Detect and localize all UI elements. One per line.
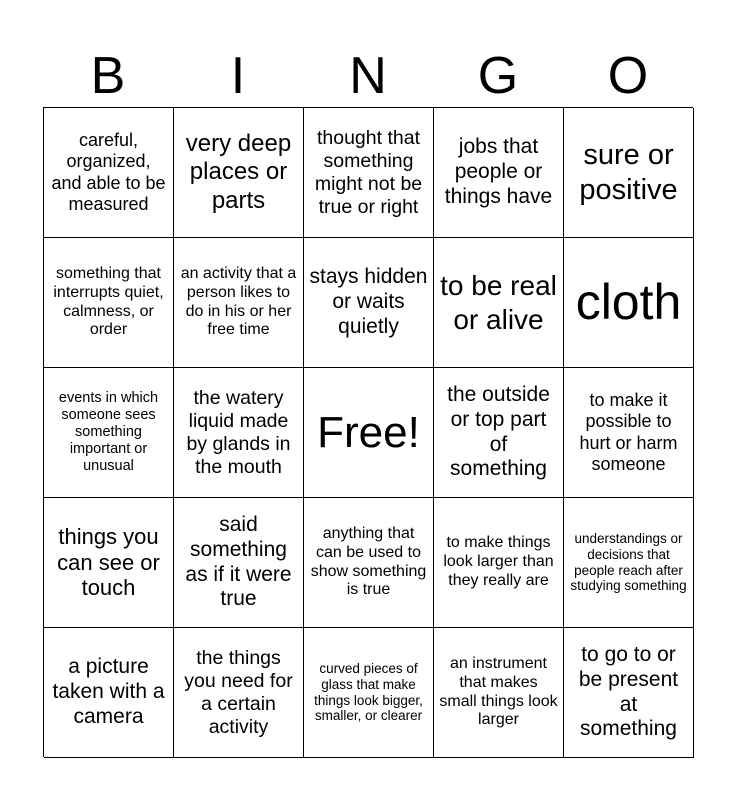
bingo-cell-r1c2[interactable]: very deep places or parts [174, 108, 304, 238]
bingo-cell-r5c2[interactable]: the things you need for a certain activity [174, 628, 304, 758]
bingo-cell-r3c1[interactable]: events in which someone sees something important or unusual [44, 368, 174, 498]
header-letter-o: O [607, 47, 649, 105]
bingo-board [43, 107, 693, 757]
bingo-cell-r1c4[interactable]: jobs that people or things have [434, 108, 564, 238]
bingo-cell-r5c4[interactable]: an instrument that makes small things look larger [434, 628, 564, 758]
bingo-cell-r3c4[interactable]: the outside or top part of something [434, 368, 564, 498]
bingo-cell-r2c3[interactable]: stays hidden or waits quietly [304, 238, 434, 368]
header-letter-g: G [477, 47, 519, 105]
bingo-cell-r4c1[interactable]: things you can see or touch [44, 498, 174, 628]
bingo-cell-r5c5[interactable]: to go to or be present at something [564, 628, 694, 758]
header-letter-b: B [90, 47, 126, 105]
bingo-cell-r3c5[interactable]: to make it possible to hurt or harm someone [564, 368, 694, 498]
bingo-cell-r1c3[interactable]: thought that something might not be true or right [304, 108, 434, 238]
bingo-cell-r5c1[interactable]: a picture taken with a camera [44, 628, 174, 758]
bingo-cell-r2c4[interactable]: to be real or alive [434, 238, 564, 368]
bingo-cell-r4c3[interactable]: anything that can be used to show something is true [304, 498, 434, 628]
bingo-cell-r2c1[interactable]: something that interrupts quiet, calmness, or order [44, 238, 174, 368]
header-letter-n: N [349, 47, 387, 105]
bingo-cell-r3c2[interactable]: the watery liquid made by glands in the mouth [174, 368, 304, 498]
bingo-cell-r2c2[interactable]: an activity that a person likes to do in his or her free time [174, 238, 304, 368]
bingo-cell-r1c5[interactable]: sure or positive [564, 108, 694, 238]
bingo-cell-r2c5[interactable]: cloth [564, 238, 694, 368]
bingo-cell-r1c1[interactable]: careful, organized, and able to be measured [44, 108, 174, 238]
header-letter-i: I [230, 47, 246, 105]
bingo-cell-r4c4[interactable]: to make things look larger than they really are [434, 498, 564, 628]
bingo-header [43, 44, 693, 108]
bingo-cell-r4c5[interactable]: understandings or decisions that people reach after studying something [564, 498, 694, 628]
bingo-cell-r5c3[interactable]: curved pieces of glass that make things look bigger, smaller, or clearer [304, 628, 434, 758]
bingo-cell-r4c2[interactable]: said something as if it were true [174, 498, 304, 628]
bingo-cell-free[interactable]: Free! [304, 368, 434, 498]
